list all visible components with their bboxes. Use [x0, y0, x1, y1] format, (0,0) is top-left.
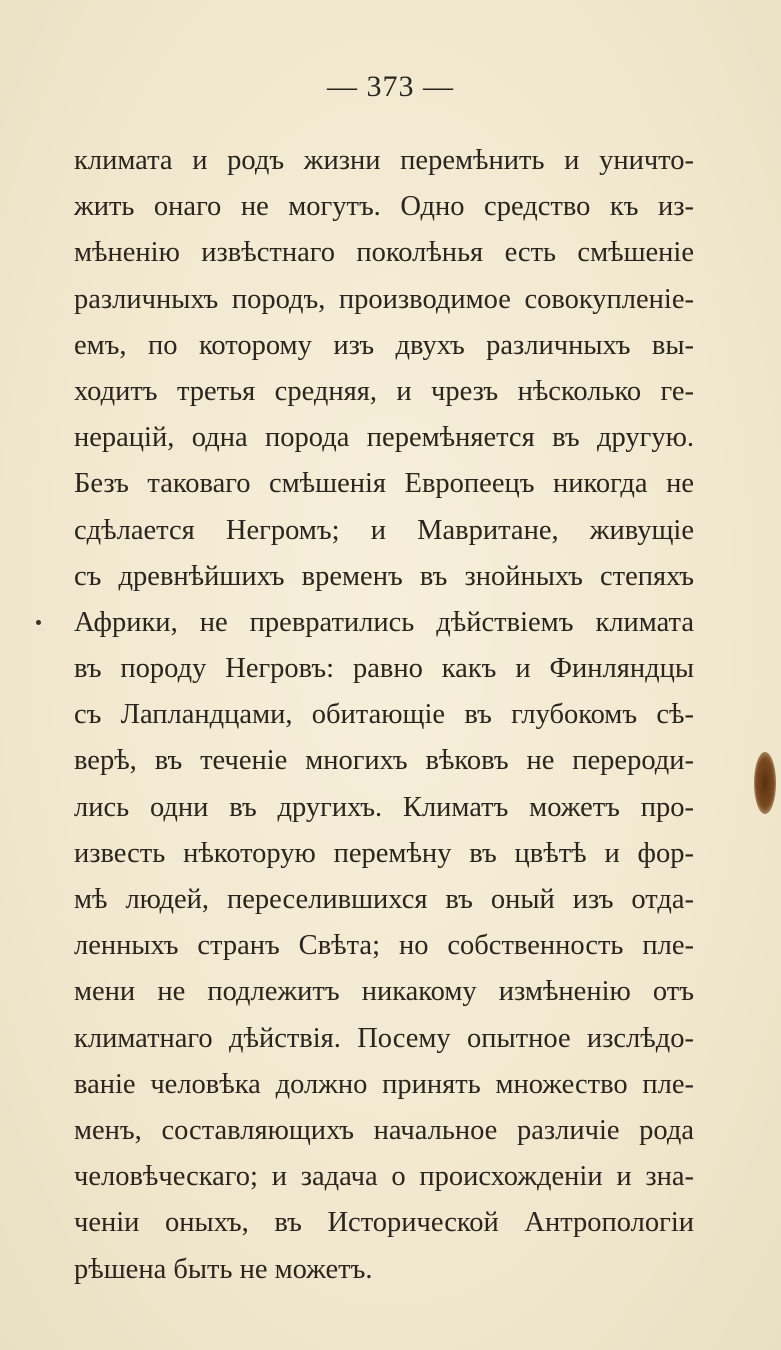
text-line: мени не подлежитъ никакому измѣненію отъ: [74, 976, 694, 1008]
text-line: въ породу Негровъ: равно какъ и Финляндцы: [74, 653, 694, 685]
ink-speck: [36, 620, 41, 625]
text-line-last: рѣшена быть не можетъ.: [74, 1253, 373, 1285]
text-line: лись одни въ другихъ. Климатъ можетъ про-: [74, 791, 694, 823]
text-line: нерацій, одна порода перемѣняется въ другую.: [74, 422, 694, 454]
text-line: человѣческаго; и задача о происхожденіи и зна-: [74, 1161, 694, 1193]
text-line: сдѣлается Негромъ; и Мавританe, живущіе: [74, 514, 694, 546]
text-line: ленныхъ странъ Свѣта; но собственность пле-: [74, 930, 694, 962]
text-line: жить онаго не могутъ. Одно средство къ из-: [74, 191, 694, 223]
text-line: емъ, по которому изъ двухъ различныхъ вы-: [74, 329, 694, 361]
text-line: различныхъ породъ, производимое совокупленіе-: [74, 283, 694, 315]
text-line: мѣненію извѣстнаго поколѣнья есть смѣшеніе: [74, 237, 694, 269]
text-line: климата и родъ жизни перемѣнить и уничто-: [74, 145, 694, 176]
text-line: верѣ, въ теченіе многихъ вѣковъ не перероди-: [74, 745, 694, 777]
text-line: ходитъ третья средняя, и чрезъ нѣсколько ге-: [74, 375, 694, 407]
text-line: мѣ людей, переселившихся въ оный изъ отда-: [74, 884, 694, 915]
text-line: ваніе человѣка должно принять множество пле-: [74, 1068, 694, 1100]
text-line: известь нѣкоторую перемѣну въ цвѣтѣ и фор-: [74, 837, 694, 869]
text-line: менъ, составляющихъ начальное различіе рода: [74, 1114, 694, 1146]
text-line: съ древнѣйшихъ временъ въ знойныхъ степяхъ: [74, 560, 694, 592]
text-line: климатнаго дѣйствія. Посему опытное изслѣдо-: [74, 1022, 694, 1054]
text-line: Безъ таковаго смѣшенія Европеецъ никогда не: [74, 468, 694, 500]
paper-stain: [754, 752, 776, 814]
page-number: — 373 —: [327, 70, 454, 103]
body-text: [74, 138, 694, 1293]
text-line: Африки, не превратились дѣйствіемъ климата: [74, 606, 694, 638]
text-line: съ Лапландцами, обитающіе въ глубокомъ сѣ-: [74, 699, 694, 731]
text-line: ченіи оныхъ, въ Исторической Антропологіи: [74, 1207, 694, 1239]
